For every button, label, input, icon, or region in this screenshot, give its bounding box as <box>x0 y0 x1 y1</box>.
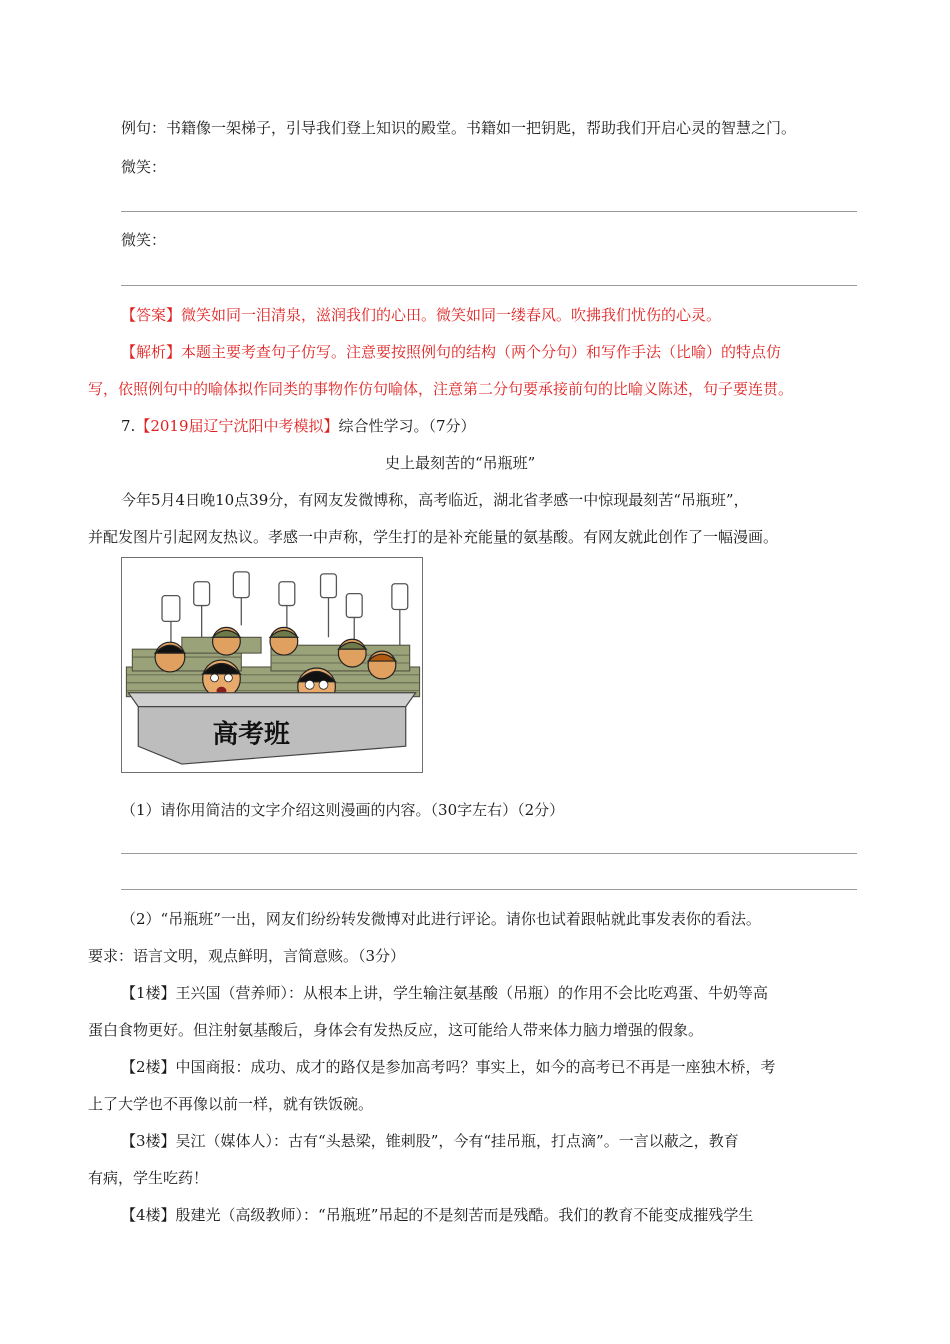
answer-line-3 <box>121 853 857 854</box>
answer-block <box>121 305 721 325</box>
question-title: 综合性学习。（7分） <box>338 417 476 435</box>
sub-question-2-line-1: （2）“吊瓶班”一出，网友们纷纷转发微博对此进行评论。请你也试着跟帖就此事发表你的看法。 <box>121 910 761 928</box>
answer-line-2 <box>121 285 857 286</box>
answer-line-4 <box>121 889 857 890</box>
answer-tag: 【答案】 <box>121 306 182 324</box>
analysis-text-1: 本题主要考查句子仿写。注意要按照例句的结构（两个分句）和写作手法（比喻）的特点仿 <box>181 343 782 361</box>
floor-2-line-1: 【2楼】中国商报：成功、成才的路仅是参加高考吗？事实上，如今的高考已不再是一座独木桥，考 <box>121 1058 776 1076</box>
floor-3-line-2: 有病，学生吃药！ <box>88 1169 209 1187</box>
prompt-smile-2: 微笑： <box>121 231 167 249</box>
floor-4-line-1: 【4楼】殷建光（高级教师）：“吊瓶班”吊起的不是刻苦而是残酷。我们的教育不能变成摧残学生 <box>121 1206 754 1224</box>
analysis-line-2: 写，依照例句中的喻体拟作同类的事物作仿句喻体，注意第二分句要承接前句的比喻义陈述，句子要连贯。 <box>88 380 794 398</box>
analysis-tag: 【解析】 <box>121 343 182 361</box>
question-7-heading <box>121 416 476 436</box>
cartoon-drip-bottle-class-icon <box>122 558 422 772</box>
paragraph-1-line-2: 并配发图片引起网友热议。孝感一中声称，学生打的是补充能量的氨基酸。有网友就此创作了一幅漫画。 <box>88 528 779 546</box>
floor-1-line-1: 【1楼】王兴国（营养师）：从根本上讲，学生输注氨基酸（吊瓶）的作用不会比吃鸡蛋、牛奶等高 <box>121 984 769 1002</box>
example-sentence: 例句：书籍像一架梯子，引导我们登上知识的殿堂。书籍如一把钥匙，帮助我们开启心灵的智慧之门。 <box>121 119 797 137</box>
floor-1-line-2: 蛋白食物更好。但注射氨基酸后，身体会有发热反应，这可能给人带来体力脑力增强的假象。 <box>88 1021 704 1039</box>
cartoon-sign-text: 高考班 <box>212 719 290 750</box>
floor-3-line-1: 【3楼】吴江（媒体人）：古有“头悬梁，锥刺股”，今有“挂吊瓶，打点滴”。一言以蔽之，教育 <box>121 1132 739 1150</box>
floor-2-line-2: 上了大学也不再像以前一样，就有铁饭碗。 <box>88 1095 374 1113</box>
answer-text: 微笑如同一泪清泉，滋润我们的心田。微笑如同一缕春风。吹拂我们忧伤的心灵。 <box>181 306 722 324</box>
article-title: 史上最刻苦的“吊瓶班” <box>385 454 536 472</box>
prompt-smile-1: 微笑： <box>121 158 167 176</box>
sub-question-2-line-2: 要求：语言文明，观点鲜明，言简意赅。（3分） <box>88 947 406 965</box>
answer-line-1 <box>121 211 857 212</box>
sub-question-1: （1）请你用简洁的文字介绍这则漫画的内容。（30字左右）（2分） <box>121 801 565 819</box>
question-number: 7. <box>121 417 136 435</box>
analysis-line-1 <box>121 342 781 362</box>
question-source: 【2019届辽宁沈阳中考模拟】 <box>135 417 339 435</box>
cartoon-image <box>121 557 423 773</box>
paragraph-1-line-1: 今年5月4日晚10点39分，有网友发微博称，高考临近，湖北省孝感一中惊现最刻苦“吊瓶班”， <box>121 491 749 509</box>
